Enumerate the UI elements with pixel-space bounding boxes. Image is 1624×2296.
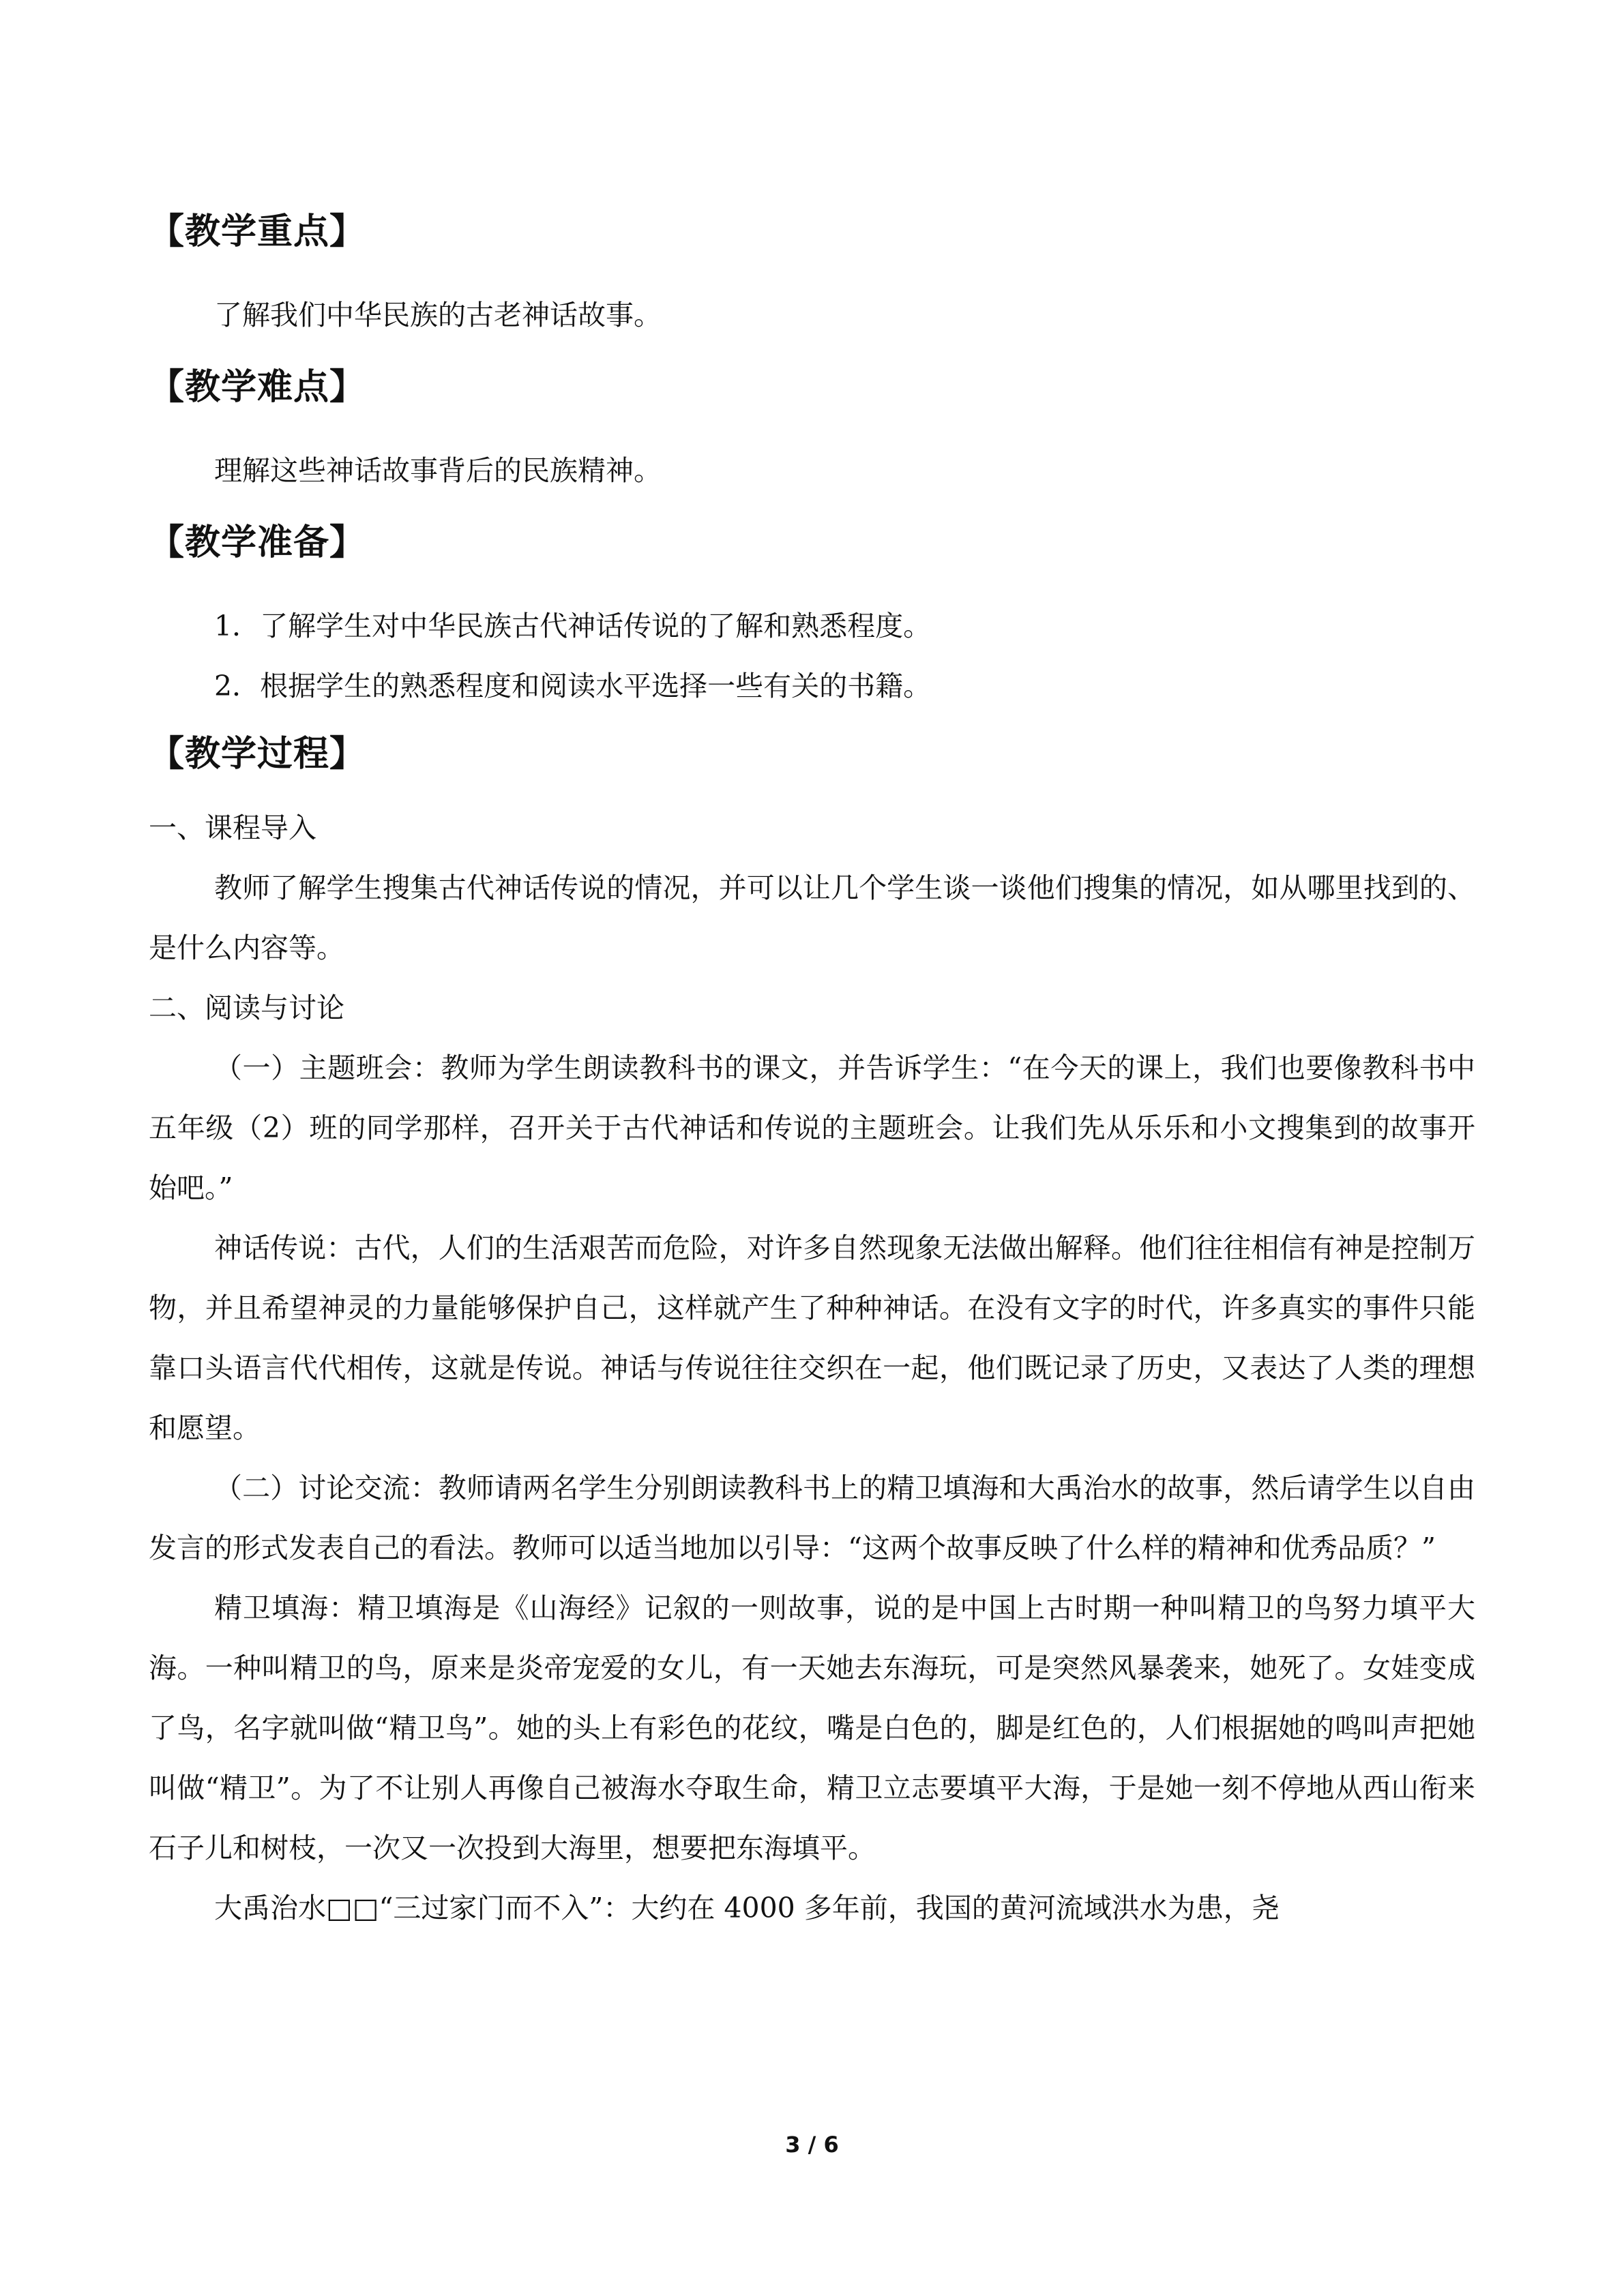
jingwei-paragraph: 精卫填海：精卫填海是《山海经》记叙的一则故事，说的是中国上古时期一种叫精卫的鸟努力填平大海。一种叫精卫的鸟，原来是炎帝宠爱的女儿，有一天她去东海玩，可是突然风暴袭来，她死了。女娃变成了鸟，名字就叫做“精卫鸟”。她的头上有彩色的花纹，嘴是白色的，脚是红色的，人们根据她的鸣叫声把她叫做“精卫”。为了不让别人再像自己被海水夺取生命，精卫立志要填平大海，于是她一刻不停地从西山衔来石子儿和树枝，一次又一次投到大海里，想要把东海填平。 [149,1592,1475,1864]
discussion-paragraph: （二）讨论交流：教师请两名学生分别朗读教科书上的精卫填海和大禹治水的故事，然后请学生以自由发言的形式发表自己的看法。教师可以适当地加以引导：“这两个故事反映了什么样的精神和优秀品质？” [149,1472,1475,1564]
preparation-list [149,596,1475,716]
heading-key-points: 【教学重点】 [149,211,366,252]
difficult-points-text: 理解这些神话故事背后的民族精神。 [214,454,662,487]
key-points-text: 了解我们中华民族的古老神话故事。 [214,299,662,331]
section-title-intro: 一、课程导入 [149,811,316,844]
dayu-paragraph: 大禹治水□□“三过家门而不入”：大约在 4000 多年前，我国的黄河流域洪水为患，尧 [214,1892,1280,1924]
preparation-item: 1．了解学生对中华民族古代神话传说的了解和熟悉程度。 [214,610,932,642]
intro-paragraph: 教师了解学生搜集古代神话传说的情况，并可以让几个学生谈一谈他们搜集的情况，如从哪里找到的、是什么内容等。 [149,871,1475,964]
document-body [149,205,1475,1938]
page-number: 3 / 6 [785,2132,839,2158]
process-body [149,798,1475,1938]
heading-difficult-points: 【教学难点】 [149,367,366,408]
myth-legend-paragraph: 神话传说：古代，人们的生活艰苦而危险，对许多自然现象无法做出解释。他们往往相信有神是控制万物，并且希望神灵的力量能够保护自己，这样就产生了种种神话。在没有文字的时代，许多真实的事件只能靠口头语言代代相传，这就是传说。神话与传说往往交织在一起，他们既记录了历史，又表达了人类的理想和愿望。 [149,1232,1475,1444]
theme-meeting-paragraph: （一）主题班会：教师为学生朗读教科书的课文，并告诉学生：“在今天的课上，我们也要像教科书中五年级（2）班的同学那样，召开关于古代神话和传说的主题班会。让我们先从乐乐和小文搜集到的故事开始吧。” [149,1052,1475,1204]
section-title-reading: 二、阅读与讨论 [149,992,344,1024]
heading-preparation: 【教学准备】 [149,522,366,563]
preparation-item: 2．根据学生的熟悉程度和阅读水平选择一些有关的书籍。 [214,670,932,702]
heading-process: 【教学过程】 [149,734,366,775]
